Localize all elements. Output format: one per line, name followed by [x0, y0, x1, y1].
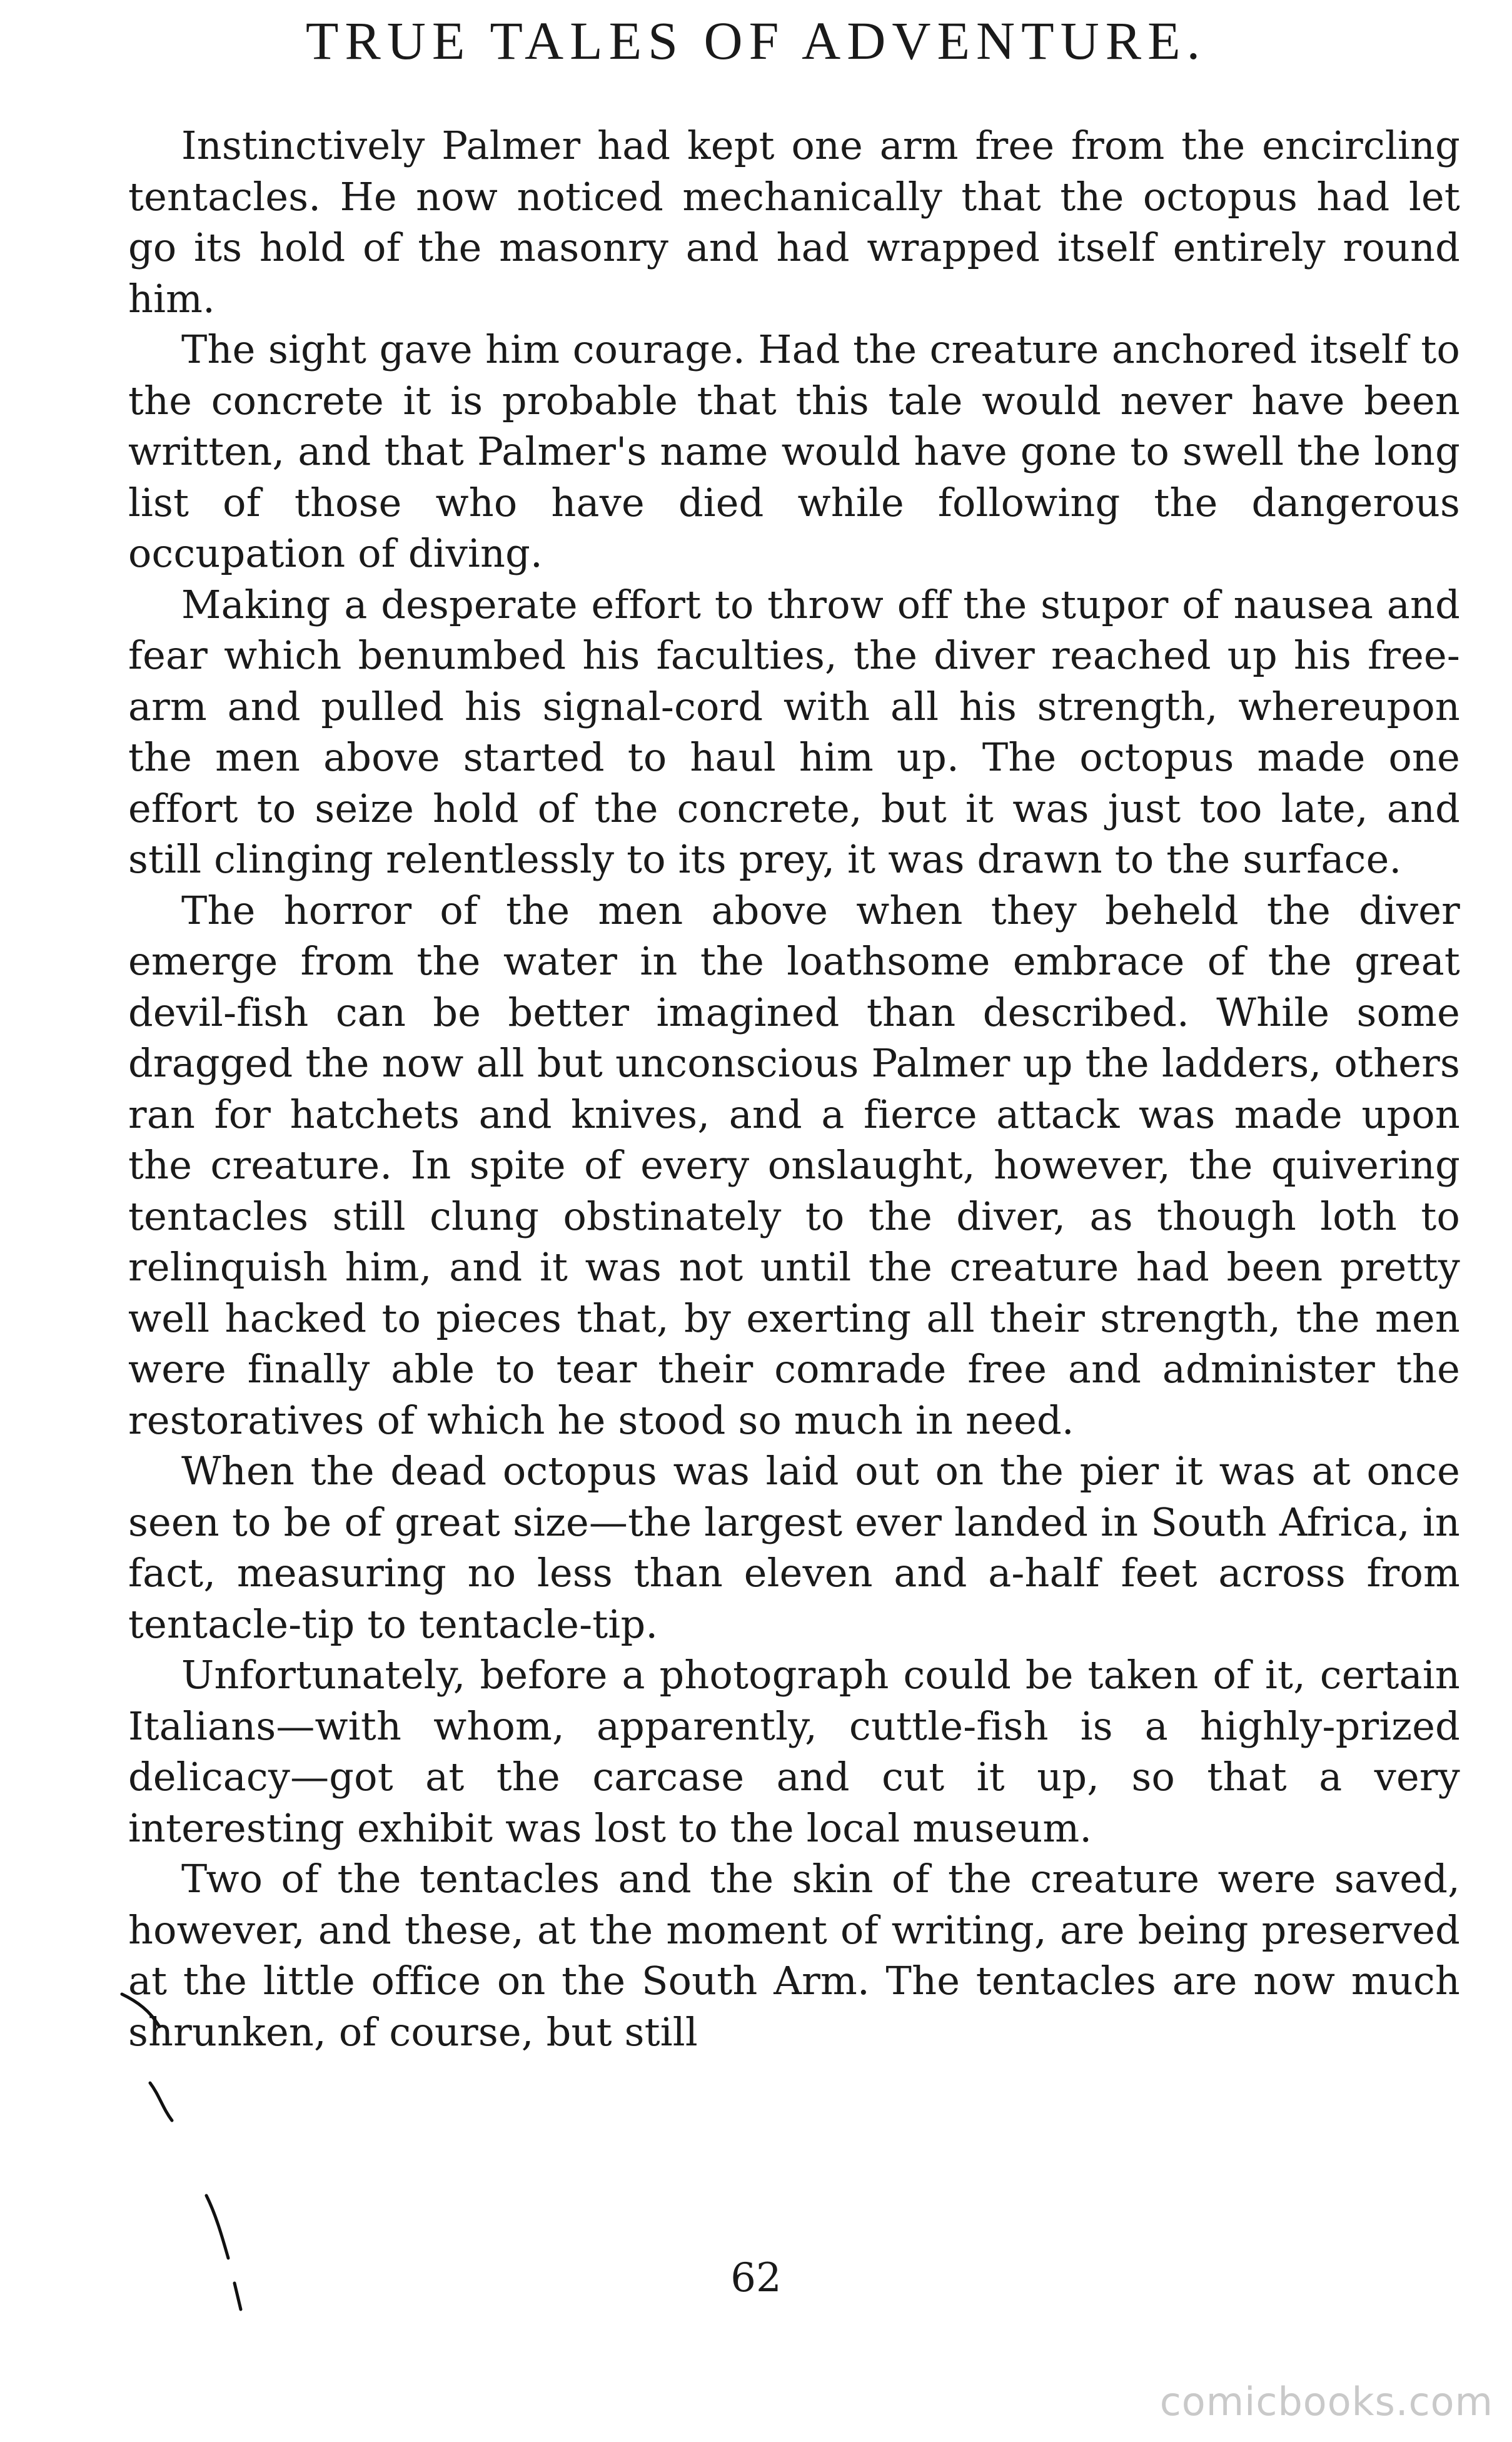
paragraph: Two of the tentacles and the skin of the creature were saved, however, and these, at the moment of writing, are being preserved at the little office on the South Arm. The tentacles are now much shrunken, of course, but still — [128, 1856, 1460, 2055]
page-number: 62 — [730, 2255, 782, 2301]
watermark: comicbooks.com — [1159, 2379, 1493, 2424]
paragraph: The horror of the men above when they beheld the diver emerge from the water in the loathsome embrace of the great devil-fish can be better imagined than described. While some dragged the now all but unconscious Palmer up the ladders, others ran for hatchets and knives, and a fierce attack was made upon the creature. In spite of every onslaught, however, the quivering tentacles still clung obstinately to the diver, as though loth to relinquish him, and it was not until the creature had been pretty well hacked to pieces that, by exerting all their strength, the men were finally able to tear their comrade free and administer the restoratives of which he stood so much in need. — [128, 887, 1460, 1443]
page-header: TRUE TALES OF ADVENTURE. — [305, 11, 1207, 71]
paragraph: Instinctively Palmer had kept one arm free from the encircling tentacles. He now noticed mechanically that the octopus had let go its hold of the masonry and had wrapped itself entirely round him. — [128, 123, 1460, 322]
paragraph: The sight gave him courage. Had the creature anchored itself to the concrete it is probable that this tale would never have been written, and that Palmer's name would have gone to swell the long list of those who have died while following the dangerous occupation of diving. — [128, 327, 1460, 576]
body-text — [128, 120, 1460, 2057]
paragraph: Unfortunately, before a photograph could be taken of it, certain Italians—with whom, apparently, cuttle-fish is a highly-prized delicacy—got at the carcase and cut it up, so that a very interesting exhibit was lost to the local museum. — [128, 1652, 1460, 1851]
paragraph: Making a desperate effort to throw off the stupor of nausea and fear which benumbed his faculties, the diver reached up his free-arm and pulled his signal-cord with all his strength, whereupon the men above started to haul him up. The octopus made one effort to seize hold of the concrete, but it was just too late, and still clinging relentlessly to its prey, it was drawn to the surface. — [128, 581, 1460, 882]
paragraph: When the dead octopus was laid out on the pier it was at once seen to be of great size—the largest ever landed in South Africa, in fact, measuring no less than eleven and a-half feet across from tentacle-tip to tentacle-tip. — [128, 1448, 1460, 1647]
